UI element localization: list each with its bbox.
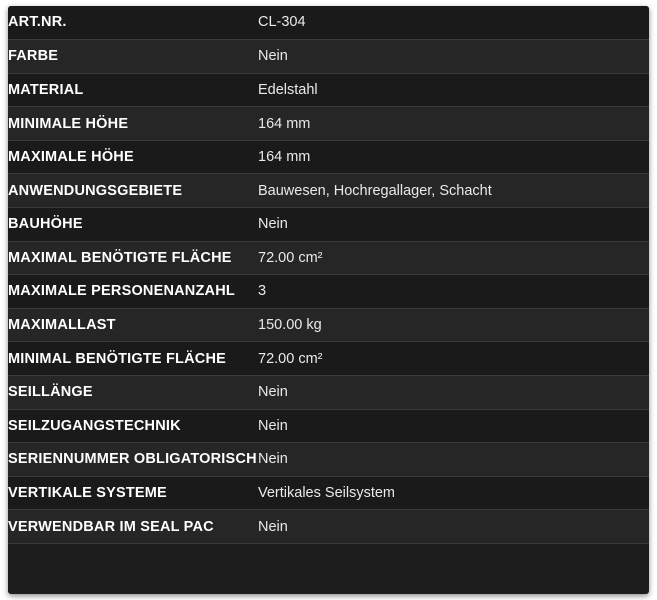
spec-value: Nein: [258, 443, 649, 477]
spec-value: Nein: [258, 409, 649, 443]
table-row: [8, 241, 649, 275]
table-row: [8, 476, 649, 510]
spec-label: MAXIMALE PERSONENANZAHL: [8, 275, 258, 309]
table-row: [8, 174, 649, 208]
table-row: [8, 107, 649, 141]
spec-value: Nein: [258, 40, 649, 74]
spec-value: 72.00 cm²: [258, 241, 649, 275]
spec-value: Nein: [258, 376, 649, 410]
spec-label: MINIMAL BENÖTIGTE FLÄCHE: [8, 342, 258, 376]
table-row: [8, 6, 649, 40]
specification-table-body: [8, 6, 649, 544]
table-row: [8, 40, 649, 74]
spec-label: MATERIAL: [8, 73, 258, 107]
table-row: [8, 409, 649, 443]
product-specification-panel: [8, 6, 649, 594]
spec-label: SEILLÄNGE: [8, 376, 258, 410]
table-row: [8, 443, 649, 477]
spec-value: 150.00 kg: [258, 308, 649, 342]
spec-value: 164 mm: [258, 140, 649, 174]
spec-value: 3: [258, 275, 649, 309]
spec-label: ANWENDUNGSGEBIETE: [8, 174, 258, 208]
table-row: [8, 275, 649, 309]
spec-label: BAUHÖHE: [8, 208, 258, 242]
spec-value: Nein: [258, 510, 649, 544]
spec-label: VERTIKALE SYSTEME: [8, 476, 258, 510]
table-row: [8, 208, 649, 242]
spec-value: CL-304: [258, 6, 649, 40]
table-row: [8, 140, 649, 174]
spec-label: SEILZUGANGSTECHNIK: [8, 409, 258, 443]
spec-label: MAXIMAL BENÖTIGTE FLÄCHE: [8, 241, 258, 275]
table-row: [8, 73, 649, 107]
spec-value: Nein: [258, 208, 649, 242]
spec-value: 72.00 cm²: [258, 342, 649, 376]
table-row: [8, 376, 649, 410]
spec-label: FARBE: [8, 40, 258, 74]
spec-value: Bauwesen, Hochregallager, Schacht: [258, 174, 649, 208]
spec-label: VERWENDBAR IM SEAL PAC: [8, 510, 258, 544]
spec-value: 164 mm: [258, 107, 649, 141]
table-row: [8, 308, 649, 342]
spec-value: Vertikales Seilsystem: [258, 476, 649, 510]
spec-label: SERIENNUMMER OBLIGATORISCH: [8, 443, 258, 477]
spec-label: MAXIMALE HÖHE: [8, 140, 258, 174]
spec-value: Edelstahl: [258, 73, 649, 107]
specification-table: [8, 6, 649, 544]
spec-label: MINIMALE HÖHE: [8, 107, 258, 141]
table-row: [8, 342, 649, 376]
spec-label: MAXIMALLAST: [8, 308, 258, 342]
table-row: [8, 510, 649, 544]
spec-label: ART.NR.: [8, 6, 258, 40]
